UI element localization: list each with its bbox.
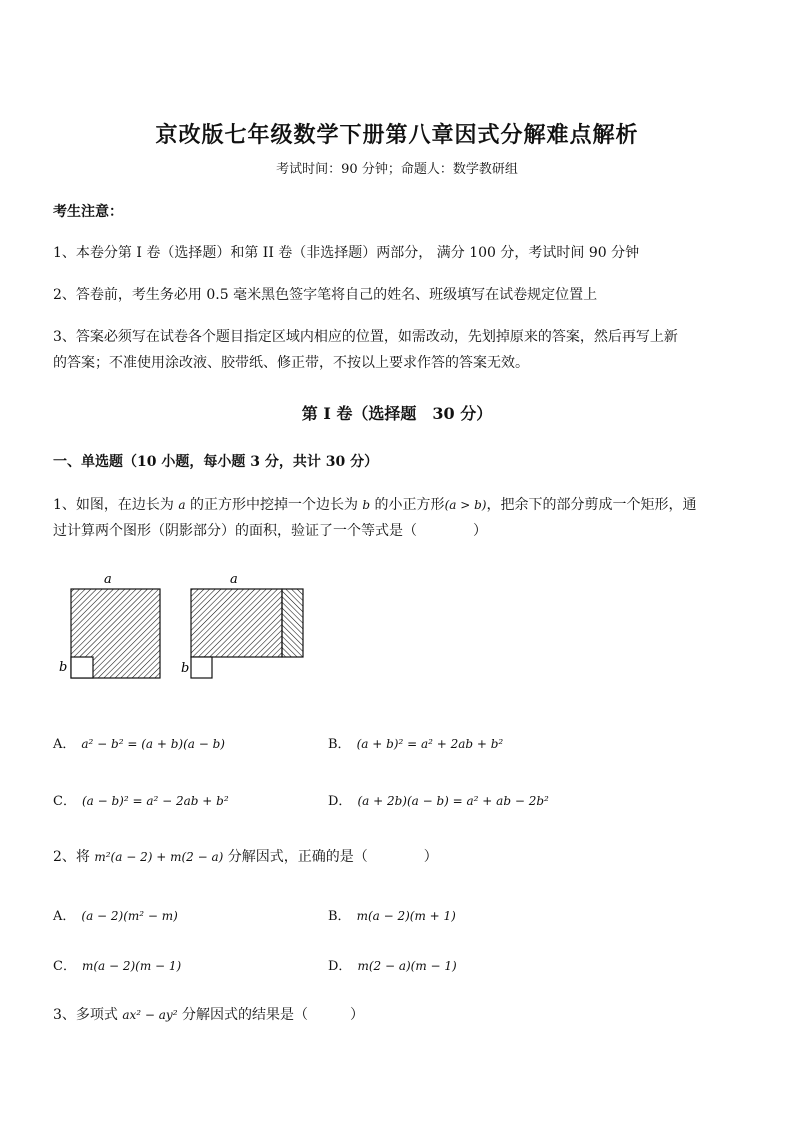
q1-var-b: b bbox=[362, 498, 371, 512]
rectangle-strip bbox=[282, 589, 303, 657]
q1-option-c[interactable]: C． (a − b)² = a² − 2ab + b² bbox=[53, 794, 229, 809]
q1-line1: 1、如图，在边长为 a 的正方形中挖掉一个边长为 b 的小正方形(a > b)，把余下的部分剪成一个矩形，通 bbox=[53, 497, 697, 513]
exam-info: 考试时间：90 分钟；命题人：数学教研组 bbox=[276, 162, 518, 177]
small-square bbox=[191, 657, 212, 678]
q2-option-c[interactable]: C． m(a − 2)(m − 1) bbox=[53, 959, 182, 974]
notice-heading: 考生注意： bbox=[53, 204, 123, 220]
notice-item-1: 1、本卷分第 I 卷（选择题）和第 II 卷（非选择题）两部分， 满分 100 分，考试时间 90 分钟 bbox=[53, 245, 640, 261]
q3-stem: 3、多项式 ax² − ay² 分解因式的结果是（ ） bbox=[53, 1007, 364, 1023]
small-square-removed bbox=[71, 657, 93, 678]
right-label-b: b bbox=[181, 661, 190, 676]
q3-expression: ax² − ay² bbox=[122, 1008, 178, 1022]
notice-item-2: 2、答卷前，考生务必用 0.5 毫米黑色签字笔将自己的姓名、班级填写在试卷规定位置上 bbox=[53, 287, 598, 303]
notice-item-3-cont: 的答案；不准使用涂改液、胶带纸、修正带，不按以上要求作答的答案无效。 bbox=[53, 355, 529, 371]
q1-condition: (a > b) bbox=[444, 498, 487, 512]
right-label-a: a bbox=[230, 572, 238, 587]
q2-option-b[interactable]: B． m(a − 2)(m + 1) bbox=[328, 909, 456, 924]
q2-expression: m²(a − 2) + m(2 − a) bbox=[94, 850, 224, 864]
notice-item-3: 3、答案必须写在试卷各个题目指定区域内相应的位置，如需改动，先划掉原来的答案，然后再写上新 bbox=[53, 329, 678, 345]
part-title: 一、单选题（10 小题，每小题 3 分，共计 30 分） bbox=[53, 454, 379, 470]
section-title: 第 I 卷（选择题 30 分） bbox=[301, 404, 493, 423]
q2-stem: 2、将 m²(a − 2) + m(2 − a) 分解因式，正确的是（ ） bbox=[53, 849, 438, 865]
q2-option-d[interactable]: D． m(2 − a)(m − 1) bbox=[328, 959, 457, 974]
left-label-b: b bbox=[59, 660, 68, 675]
q1-option-d[interactable]: D． (a + 2b)(a − b) = a² + ab − 2b² bbox=[328, 794, 549, 809]
left-label-a: a bbox=[104, 572, 112, 587]
q1-line2: 过计算两个图形（阴影部分）的面积，验证了一个等式是（ ） bbox=[53, 523, 487, 539]
page-title: 京改版七年级数学下册第八章因式分解难点解析 bbox=[155, 122, 639, 148]
q1-figure bbox=[55, 568, 315, 686]
rectangle-main bbox=[191, 589, 282, 657]
q1-option-b[interactable]: B． (a + b)² = a² + 2ab + b² bbox=[328, 737, 504, 752]
q2-option-a[interactable]: A． (a − 2)(m² − m) bbox=[53, 909, 178, 924]
q1-var-a: a bbox=[178, 498, 186, 512]
q1-option-a[interactable]: A． a² − b² = (a + b)(a − b) bbox=[53, 737, 225, 752]
